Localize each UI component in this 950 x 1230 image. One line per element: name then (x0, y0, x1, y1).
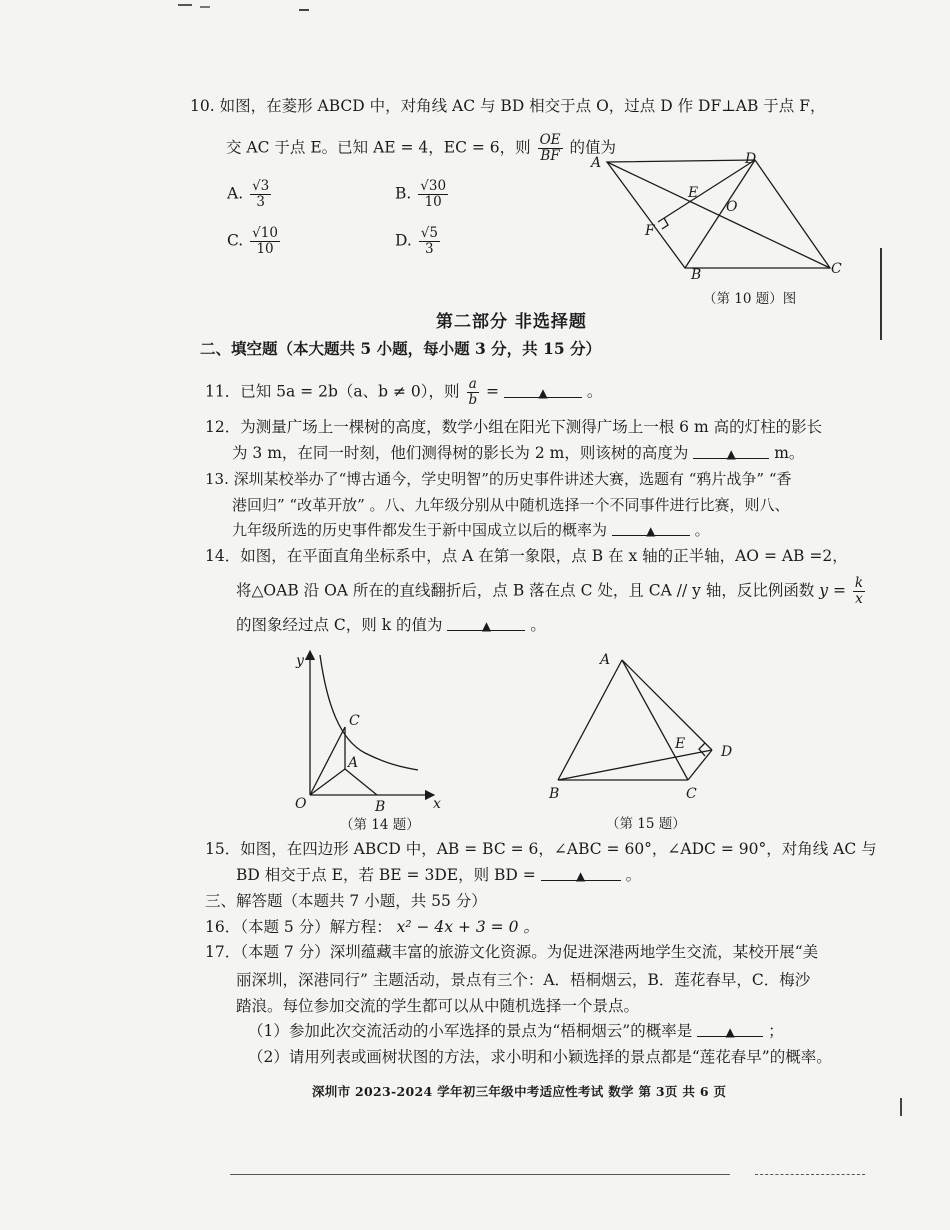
figure-15-quadrilateral (540, 648, 750, 838)
q14-line1: 14．如图，在平面直角坐标系中，点 A 在第一象限，点 B 在 x 轴的正半轴，AO = AB =2， (205, 547, 848, 565)
answer-marker-icon: ▲ (646, 524, 656, 538)
point-label-a: A (348, 755, 359, 771)
q17-sub1-text: （1）参加此次交流活动的小军选择的景点为“梧桐烟云”的概率是 (248, 1022, 693, 1040)
right-angle-mark (662, 218, 668, 229)
q13-answer-blank (612, 519, 690, 536)
side-ad (622, 660, 712, 750)
option-num: √10 (252, 225, 278, 241)
q11-fraction (466, 377, 479, 408)
segment-oa (310, 769, 345, 795)
point-label-c: C (831, 261, 842, 277)
q11-eq: = (486, 382, 500, 401)
q14-line3-text: 的图象经过点 C，则 k 的值为 (236, 616, 443, 634)
q10-line2-text: 交 AC 于点 E。已知 AE = 4，EC = 6，则 (226, 138, 531, 157)
point-label-d: D (745, 151, 757, 167)
answer-marker-icon: ▲ (576, 869, 586, 883)
q12-line2 (232, 442, 804, 464)
option-fraction (419, 226, 440, 257)
q13-suffix: 。 (694, 521, 710, 539)
q17-sub1-suffix: ； (768, 1022, 784, 1040)
option-label: A. (227, 184, 244, 203)
diagonal-ac (607, 162, 830, 268)
q15-line1: 15．如图，在四边形 ABCD 中，AB = BC = 6，∠ABC = 60°，∠ADC = 90°，对角线 AC 与 (205, 840, 877, 858)
scan-mark (200, 6, 210, 8)
q11-prefix: 11．已知 5a = 2b（a、b ≠ 0），则 (205, 382, 460, 401)
right-angle-mark (699, 743, 705, 756)
q17-sub2: （2）请用列表或画树状图的方法，求小明和小颖选择的景点都是“莲花春早”的概率。 (248, 1048, 832, 1066)
point-label-c: C (686, 786, 697, 802)
q15-line2 (236, 864, 641, 886)
q11-frac-den: b (468, 392, 478, 408)
q14-line3 (236, 614, 546, 636)
point-label-o: O (726, 199, 738, 215)
q14-frac-num: k (854, 575, 864, 591)
q10-option-d (395, 226, 442, 257)
point-label-b: B (375, 799, 386, 815)
bottom-rule-dashed (755, 1174, 865, 1175)
point-label-b: B (691, 267, 702, 283)
q14-line2 (236, 576, 867, 607)
option-num: √5 (420, 225, 438, 241)
q15-suffix: 。 (625, 866, 642, 884)
q15-line2-text: BD 相交于点 E，若 BE = 3DE，则 BD = (236, 866, 536, 884)
option-den: 3 (425, 241, 434, 257)
option-num: √3 (252, 178, 270, 194)
diagonal-bd (685, 160, 755, 268)
q11-frac-num: a (468, 376, 477, 392)
segment-df (658, 160, 755, 222)
q12-suffix: m。 (774, 444, 805, 462)
q11 (205, 377, 602, 408)
scan-mark (900, 1098, 902, 1116)
q10-frac-num: OE (539, 132, 561, 148)
q17-line1: 17．（本题 7 分）深圳蕴藏丰富的旅游文化资源。为促进深港两地学生交流，某校开展“美 (205, 943, 819, 961)
q14-suffix: 。 (530, 616, 546, 634)
q17-line3: 踏浪。每位参加交流的学生都可以从中随机选择一个景点。 (236, 997, 640, 1015)
q10-option-b (395, 179, 450, 210)
axis-label-x: x (433, 796, 441, 812)
segment-oc (310, 727, 345, 795)
q10-line1: 10. 如图，在菱形 ABCD 中，对角线 AC 与 BD 相交于点 O，过点 D 作 DF⊥AB 于点 F， (190, 97, 826, 115)
q14-frac-den: x (855, 591, 863, 607)
point-label-e: E (675, 736, 686, 752)
q17-answer-blank (697, 1020, 763, 1037)
diagonal-bd (558, 750, 712, 780)
figure-10-caption: （第 10 题）图 (703, 291, 797, 307)
origin-label-o: O (295, 796, 307, 812)
section2-title: 二、填空题（本大题共 5 小题，每小题 3 分，共 15 分） (200, 339, 602, 358)
section3-title: 三、解答题（本题共 7 小题，共 55 分） (205, 892, 487, 910)
q15-answer-blank (541, 864, 621, 881)
q13-line1: 13. 深圳某校举办了“博古通今，学史明智”的历史事件讲述大赛，选题有 “鸦片战争” “香 (205, 470, 792, 488)
bottom-rule (230, 1174, 730, 1175)
q12-answer-blank (693, 442, 769, 459)
q14-line2-text: 将△OAB 沿 OA 所在的直线翻折后，点 B 落在点 C 处，且 CA // y 轴，反比例函数 (236, 581, 815, 600)
q13-line2: 港回归” “改革开放” 。八、九年级分别从中随机选择一个不同事件进行比赛，则八、 (232, 496, 790, 514)
answer-marker-icon: ▲ (538, 385, 548, 400)
diagonal-ac (622, 660, 688, 780)
q10-frac-den: BF (540, 148, 560, 164)
option-label: B. (395, 184, 412, 203)
q16-text: 16．（本题 5 分）解方程： (205, 918, 392, 936)
part2-title: 第二部分 非选择题 (436, 312, 587, 332)
option-den: 10 (256, 241, 274, 257)
q10-line2-tail: 的值为 (569, 138, 616, 157)
q12-line2-text: 为 3 m，在同一时刻，他们测得树的影长为 2 m，则该树的高度为 (232, 444, 689, 462)
option-fraction (250, 179, 271, 210)
page-footer: 深圳市 2023-2024 学年初三年级中考适应性考试 数学 第 3页 共 6 页 (312, 1084, 727, 1099)
point-label-a: A (591, 155, 602, 171)
axis-label-y: y (296, 653, 304, 669)
point-label-a: A (600, 652, 611, 668)
answer-marker-icon: ▲ (726, 447, 736, 461)
option-den: 10 (424, 194, 442, 210)
scan-mark (299, 9, 309, 11)
answer-marker-icon: ▲ (481, 619, 492, 633)
point-label-b: B (549, 786, 560, 802)
q14-func-y: y = (819, 581, 846, 600)
q14-fraction (853, 576, 865, 607)
point-label-e: E (688, 185, 699, 201)
q14-answer-blank (447, 614, 525, 631)
option-num: √30 (420, 178, 447, 194)
option-label: D. (395, 231, 412, 250)
segment-ab (345, 769, 377, 795)
q13-line3-text: 九年级所选的历史事件都发生于新中国成立以后的概率为 (232, 521, 608, 539)
q17-sub1 (248, 1020, 784, 1042)
q16-equation: x² − 4x + 3 = 0 。 (396, 918, 539, 936)
scan-mark (178, 4, 192, 6)
answer-marker-icon: ▲ (725, 1025, 735, 1039)
q11-answer-blank (504, 381, 582, 398)
q12-line1: 12．为测量广场上一棵树的高度，数学小组在阳光下测得广场上一根 6 m 高的灯柱的影长 (205, 418, 823, 436)
point-label-f: F (645, 223, 655, 239)
option-label: C. (227, 231, 244, 250)
q10-option-c (227, 226, 282, 257)
point-label-c: C (349, 713, 360, 729)
q10-fraction (538, 133, 563, 164)
option-fraction (250, 226, 280, 257)
option-den: 3 (256, 194, 265, 210)
figure-14-caption: （第 14 题） (340, 817, 420, 833)
figure-10-rhombus (585, 145, 855, 315)
figure-15-caption: （第 15 题） (606, 816, 686, 832)
q13-line3 (232, 519, 710, 541)
q16 (205, 916, 539, 938)
point-label-d: D (721, 744, 733, 760)
q17-line2: 丽深圳，深港同行” 主题活动，景点有三个：A．梧桐烟云，B．莲花春早，C．梅沙 (236, 971, 811, 989)
figure-14-coordinate-plane (285, 645, 455, 840)
q11-suffix: 。 (586, 382, 603, 401)
option-fraction (418, 179, 448, 210)
q10-line2 (226, 133, 616, 164)
hyperbola-curve (320, 655, 418, 770)
side-ab (558, 660, 622, 780)
scan-mark (880, 248, 882, 340)
q10-option-a (227, 179, 273, 210)
